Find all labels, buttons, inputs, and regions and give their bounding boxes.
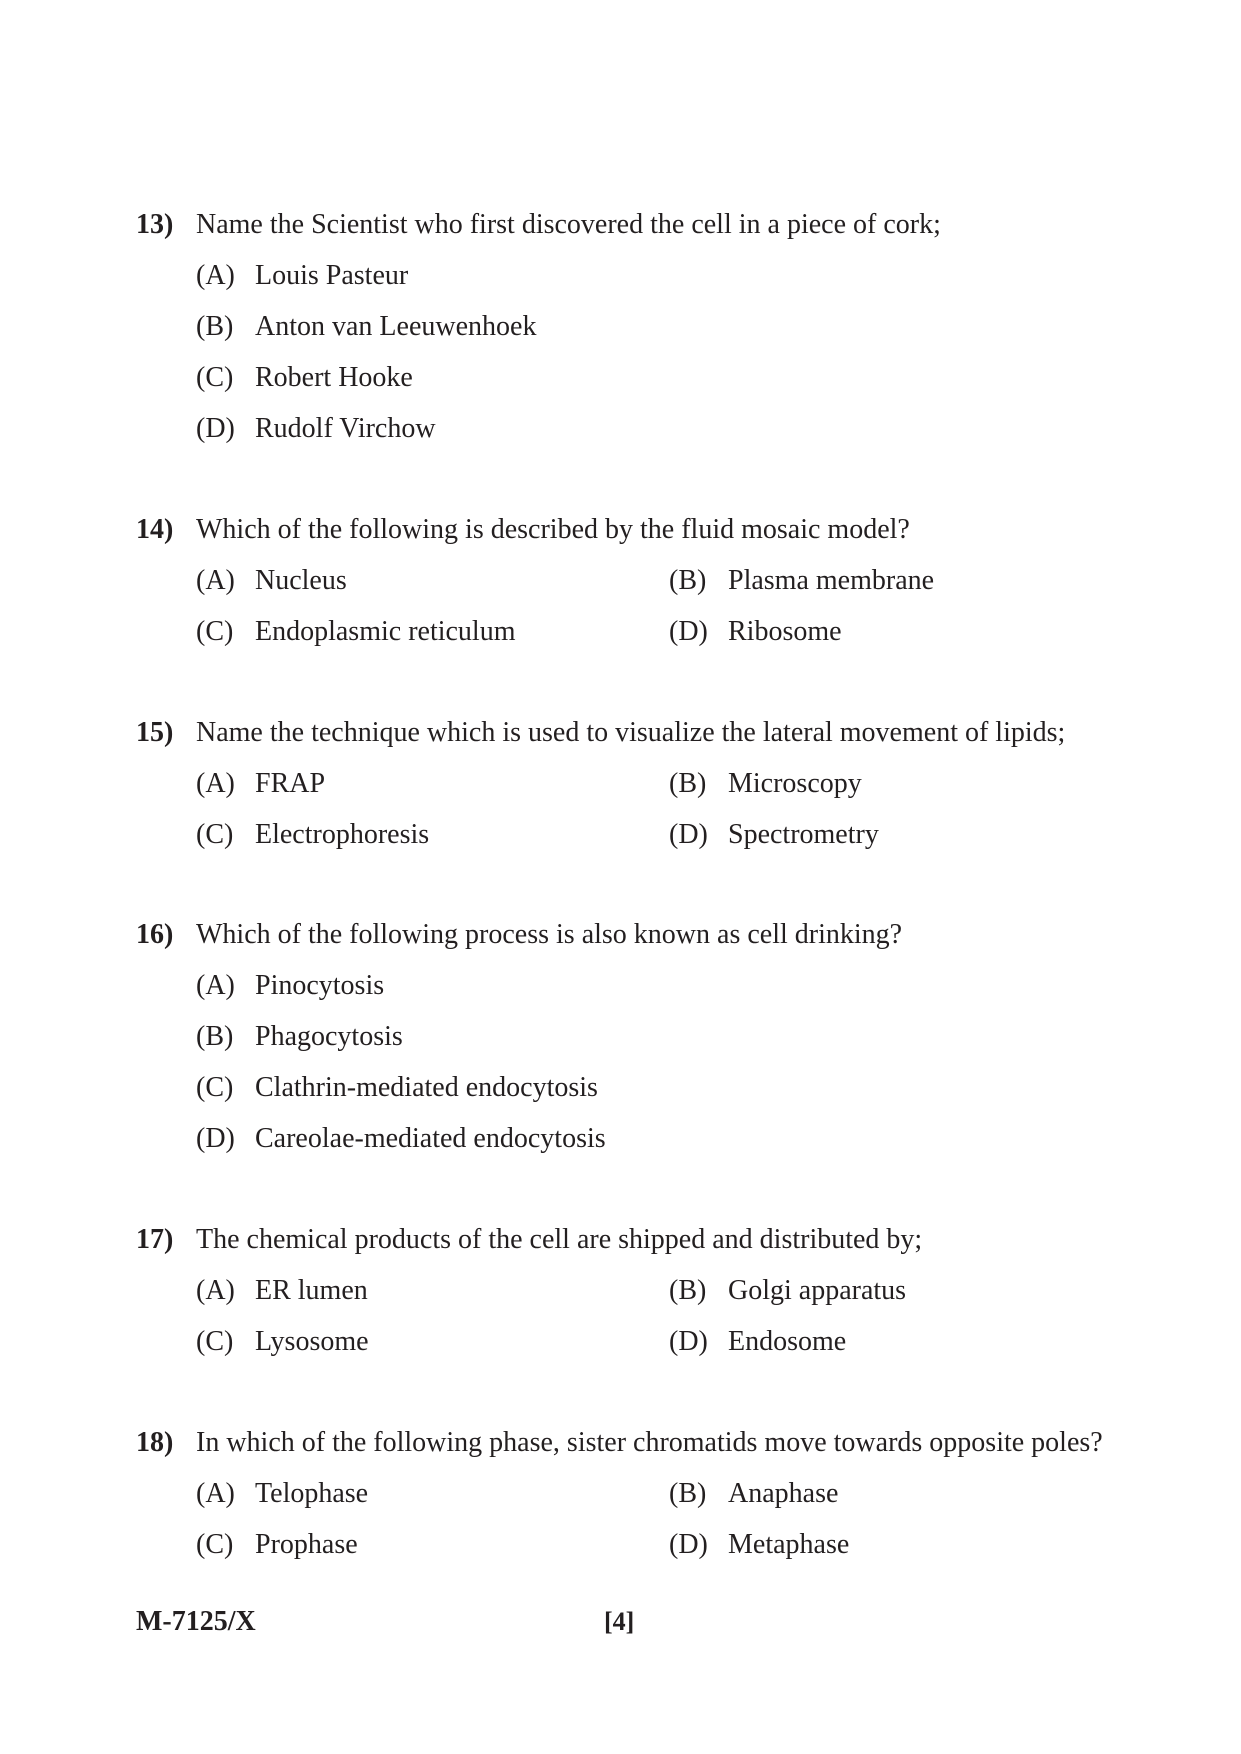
- option-a: [196, 1265, 669, 1316]
- page-number: [4]: [604, 1607, 635, 1636]
- question-number: 15): [136, 717, 174, 748]
- option-text: Golgi apparatus: [728, 1275, 907, 1306]
- option-text: Clathrin-mediated endocytosis: [255, 1072, 598, 1103]
- option-text: ER lumen: [255, 1275, 368, 1306]
- option-row: [136, 1316, 1176, 1367]
- option-row: [136, 758, 1176, 809]
- question-17: [136, 1214, 1176, 1367]
- option-row: [136, 809, 1176, 860]
- option-text: Spectrometry: [728, 819, 879, 850]
- option-d: [196, 403, 436, 454]
- option-text: Anaphase: [728, 1478, 839, 1509]
- option-b: [196, 301, 536, 352]
- option-text: Electrophoresis: [255, 819, 430, 850]
- option-letter: (C): [196, 362, 234, 393]
- option-text: Endosome: [728, 1326, 847, 1357]
- question-stem: [136, 199, 1176, 250]
- option-text: Louis Pasteur: [255, 260, 409, 291]
- option-row: [136, 555, 1176, 606]
- option-letter: (B): [196, 1021, 234, 1052]
- option-letter: (D): [196, 413, 235, 444]
- option-text: Anton van Leeuwenhoek: [255, 311, 537, 342]
- option-text: Ribosome: [728, 616, 842, 647]
- option-a: [196, 758, 669, 809]
- question-stem: [136, 909, 1176, 960]
- question-13: [136, 199, 1176, 454]
- option-letter: (C): [196, 616, 234, 647]
- option-letter: (B): [669, 768, 707, 799]
- option-row: [136, 403, 1176, 454]
- option-row: [136, 1265, 1176, 1316]
- option-text: Phagocytosis: [255, 1021, 403, 1052]
- option-letter: (A): [196, 970, 235, 1001]
- option-row: [136, 1519, 1176, 1570]
- option-row: [136, 960, 1176, 1011]
- option-b: [669, 555, 1142, 606]
- question-text: The chemical products of the cell are shipped and distributed by;: [196, 1224, 923, 1255]
- option-letter: (B): [669, 1478, 707, 1509]
- option-c: [196, 1062, 598, 1113]
- option-c: [196, 1519, 669, 1570]
- question-number: 14): [136, 514, 174, 545]
- option-row: [136, 1468, 1176, 1519]
- option-letter: (A): [196, 1478, 235, 1509]
- option-text: Lysosome: [255, 1326, 369, 1357]
- question-stem: [136, 1417, 1176, 1468]
- option-text: Metaphase: [728, 1529, 850, 1560]
- question-16: [136, 909, 1176, 1164]
- option-letter: (C): [196, 1529, 234, 1560]
- option-row: [136, 250, 1176, 301]
- option-letter: (D): [669, 1326, 708, 1357]
- option-text: Microscopy: [728, 768, 862, 799]
- option-a: [196, 960, 384, 1011]
- option-d: [669, 809, 1142, 860]
- option-letter: (C): [196, 1072, 234, 1103]
- option-text: Prophase: [255, 1529, 358, 1560]
- question-text: Which of the following is described by the fluid mosaic model?: [196, 514, 910, 545]
- option-row: [136, 352, 1176, 403]
- option-letter: (B): [669, 565, 707, 596]
- option-letter: (D): [669, 616, 708, 647]
- option-b: [669, 1468, 1142, 1519]
- option-b: [669, 758, 1142, 809]
- question-stem: [136, 1214, 1176, 1265]
- option-text: Rudolf Virchow: [255, 413, 436, 444]
- option-d: [669, 606, 1142, 657]
- question-text: In which of the following phase, sister chromatids move towards opposite poles?: [196, 1427, 1103, 1458]
- option-b: [669, 1265, 1142, 1316]
- option-letter: (C): [196, 819, 234, 850]
- option-c: [196, 606, 669, 657]
- option-letter: (A): [196, 1275, 235, 1306]
- option-row: [136, 1011, 1176, 1062]
- option-text: Pinocytosis: [255, 970, 385, 1001]
- option-text: Telophase: [255, 1478, 369, 1509]
- question-text: Name the technique which is used to visualize the lateral movement of lipids;: [196, 717, 1066, 748]
- question-stem: [136, 504, 1176, 555]
- question-number: 17): [136, 1224, 174, 1255]
- option-row: [136, 1113, 1176, 1164]
- option-letter: (D): [669, 1529, 708, 1560]
- option-c: [196, 809, 669, 860]
- option-letter: (B): [196, 311, 234, 342]
- option-letter: (A): [196, 768, 235, 799]
- question-number: 13): [136, 209, 174, 240]
- question-number: 18): [136, 1427, 174, 1458]
- option-d: [196, 1113, 606, 1164]
- option-letter: (B): [669, 1275, 707, 1306]
- paper-code: M-7125/X: [136, 1606, 256, 1637]
- option-text: Plasma membrane: [728, 565, 935, 596]
- option-b: [196, 1011, 403, 1062]
- option-letter: (A): [196, 260, 235, 291]
- option-text: Robert Hooke: [255, 362, 413, 393]
- option-row: [136, 1062, 1176, 1113]
- question-stem: [136, 707, 1176, 758]
- option-text: FRAP: [255, 768, 326, 799]
- option-a: [196, 555, 669, 606]
- question-15: [136, 707, 1176, 860]
- option-letter: (D): [669, 819, 708, 850]
- option-text: Endoplasmic reticulum: [255, 616, 516, 647]
- option-a: [196, 250, 408, 301]
- option-c: [196, 352, 413, 403]
- option-d: [669, 1519, 1142, 1570]
- question-14: [136, 504, 1176, 657]
- option-d: [669, 1316, 1142, 1367]
- option-text: Nucleus: [255, 565, 347, 596]
- question-text: Name the Scientist who first discovered the cell in a piece of cork;: [196, 209, 941, 240]
- question-18: [136, 1417, 1176, 1570]
- option-c: [196, 1316, 669, 1367]
- option-letter: (C): [196, 1326, 234, 1357]
- option-text: Careolae-mediated endocytosis: [255, 1123, 606, 1154]
- option-row: [136, 301, 1176, 352]
- option-a: [196, 1468, 669, 1519]
- question-text: Which of the following process is also known as cell drinking?: [196, 919, 903, 950]
- option-letter: (A): [196, 565, 235, 596]
- option-row: [136, 606, 1176, 657]
- option-letter: (D): [196, 1123, 235, 1154]
- question-number: 16): [136, 919, 174, 950]
